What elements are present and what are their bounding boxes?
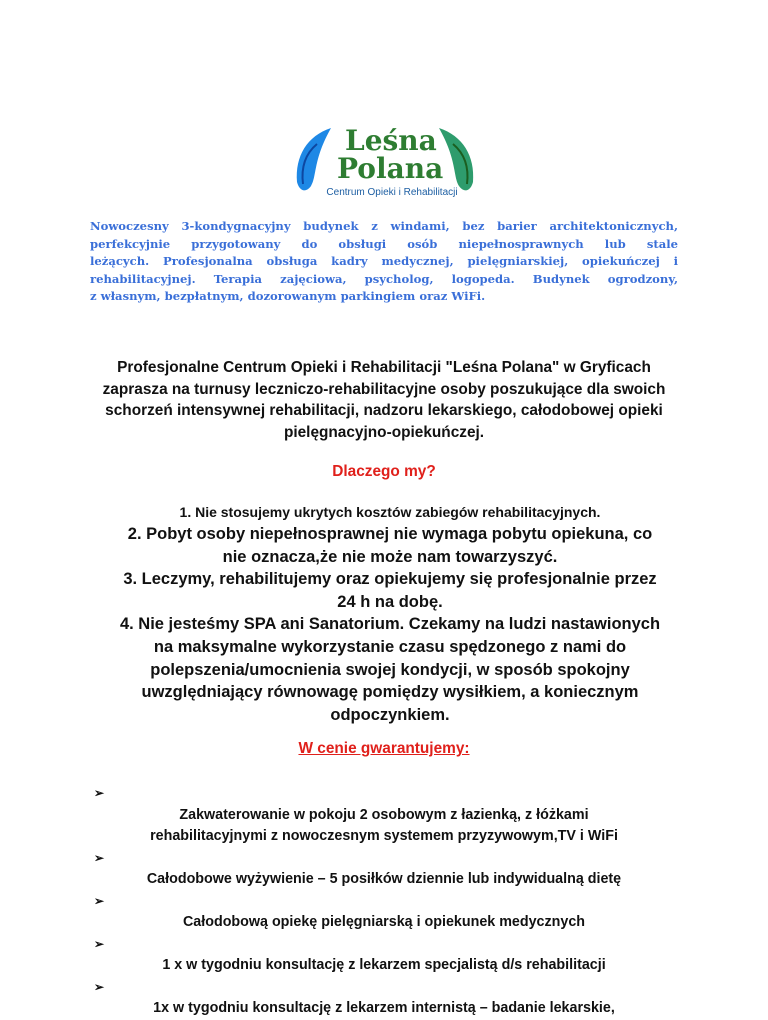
reason-item <box>110 613 670 726</box>
benefit-line: 1x w tygodniu konsultację z lekarzem internistą – badanie lekarskie, <box>153 1000 615 1016</box>
reason-item <box>110 568 670 613</box>
benefit-item <box>90 934 678 977</box>
intro-paragraph <box>90 218 678 306</box>
reason-line: polepszenia/umocnienia swojej kondycji, w sposób spokojny <box>150 660 630 679</box>
benefit-line: rehabilitacyjnymi z nowoczesnym systemem przyzywowym,TV i WiFi <box>150 828 618 844</box>
intro-line: Nowoczesny 3-kondygnacyjny budynek z windami, bez barier architektonicznych, <box>90 219 678 233</box>
lead-line: pielęgnacyjno-opiekuńczej. <box>283 423 485 441</box>
reason-line: nie oznacza,że nie może nam towarzyszyć. <box>222 547 558 566</box>
reason-item <box>110 523 670 568</box>
lead-line: zaprasza na turnusy leczniczo-rehabilitacyjne osoby poszukujące dla swoich <box>102 380 666 398</box>
reason-item <box>110 501 670 523</box>
arrowhead-bullet-icon: ➢ <box>93 893 105 908</box>
benefit-item <box>90 891 678 934</box>
guarantee-heading: W cenie gwarantujemy: <box>298 740 470 757</box>
lead-line: schorzeń intensywnej rehabilitacji, nadzoru lekarskiego, całodobowej opieki <box>105 402 663 419</box>
benefit-item <box>90 783 678 848</box>
benefit-line: Zakwaterowanie w pokoju 2 osobowym z łazienką, z łóżkami <box>179 806 589 823</box>
reason-line: uwzględniający równowagę pomiędzy wysiłkiem, a koniecznym <box>141 683 639 702</box>
logo-subtitle: Centrum Opieki i Rehabilitacji <box>326 187 458 198</box>
benefit-item <box>90 977 678 1020</box>
logo <box>287 124 483 204</box>
intro-line: rehabilitacyjnej. Terapia zajęciowa, psycholog, logopeda. Budynek ogrodzony, <box>90 271 678 286</box>
lead-line: Profesjonalne Centrum Opieki i Rehabilitacji "Leśna Polana" w Gryficach <box>117 359 651 376</box>
reasons-list <box>110 501 670 726</box>
reason-line: na maksymalne wykorzystanie czasu spędzonego z nami do <box>153 637 627 656</box>
arrowhead-bullet-icon: ➢ <box>93 936 105 951</box>
reason-line: 24 h na dobę. <box>337 592 443 611</box>
benefit-line: 1 x w tygodniu konsultację z lekarzem specjalistą d/s rehabilitacji <box>162 957 606 973</box>
benefits-list <box>90 783 678 1020</box>
lead-paragraph <box>90 357 678 443</box>
reason-line: odpoczynkiem. <box>330 705 450 724</box>
intro-line: z własnym, bezpłatnym, dozorowanym parkingiem oraz WiFi. <box>90 289 486 304</box>
intro-line: perfekcyjnie przygotowany do obsługi osób niepełnosprawnych lub stale <box>90 236 678 251</box>
reason-line: 2. Pobyt osoby niepełnosprawnej nie wymaga pobytu opiekuna, co <box>127 525 653 543</box>
logo-word-polana: Polana <box>337 152 444 185</box>
arrowhead-bullet-icon: ➢ <box>93 979 105 994</box>
reason-line: 3. Leczymy, rehabilitujemy oraz opiekujemy się profesjonalnie przez <box>123 570 657 589</box>
benefit-line: Całodobową opiekę pielęgniarską i opiekunek medycznych <box>182 914 586 930</box>
arrowhead-bullet-icon: ➢ <box>93 850 105 865</box>
why-heading: Dlaczego my? <box>332 463 436 480</box>
benefit-item <box>90 848 678 891</box>
reason-line: 4. Nie jesteśmy SPA ani Sanatorium. Czekamy na ludzi nastawionych <box>119 615 661 634</box>
arrowhead-bullet-icon: ➢ <box>93 786 105 800</box>
intro-line: leżących. Profesjonalna obsługa kadry medycznej, pielęgniarskiej, opiekuńczej i <box>90 254 678 269</box>
logo-word-lesna: Leśna <box>345 124 437 157</box>
benefit-line: Całodobowe wyżywienie – 5 posiłków dziennie lub indywidualną dietę <box>146 871 622 887</box>
reason-line: 1. Nie stosujemy ukrytych kosztów zabiegów rehabilitacyjnych. <box>179 504 601 520</box>
